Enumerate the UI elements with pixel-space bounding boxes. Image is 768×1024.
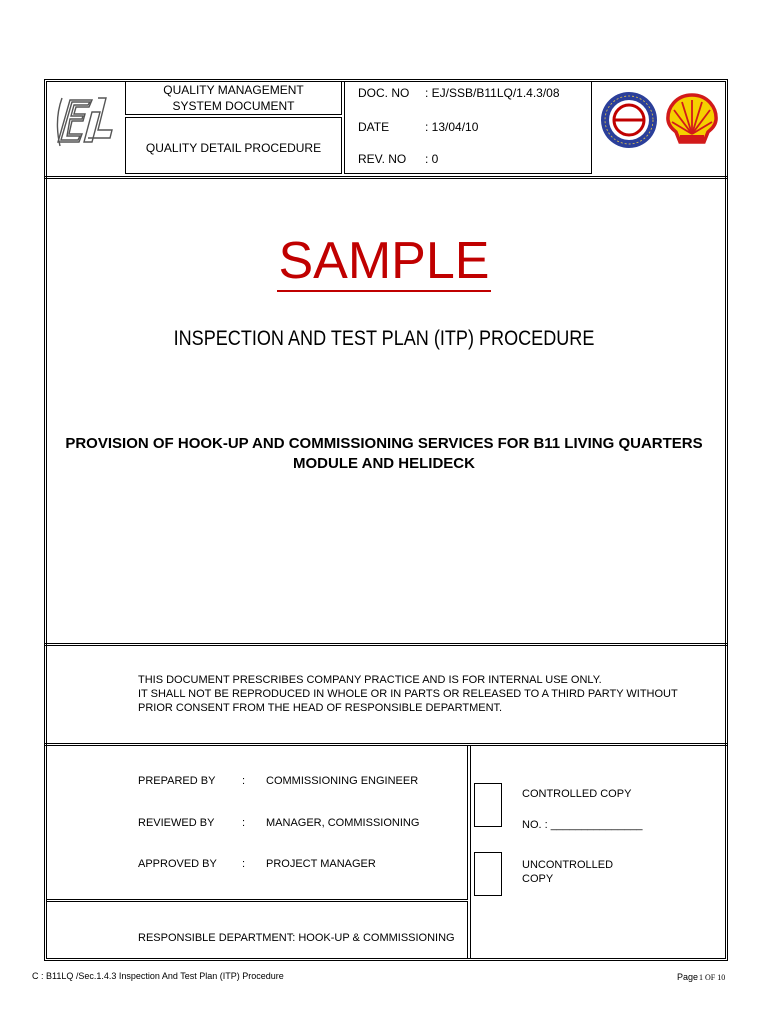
responsible-cell — [46, 901, 468, 959]
footer-doc-ref: C : B11LQ /Sec.1.4.3 Inspection And Test Plan (ITP) Procedure — [32, 971, 284, 981]
prepared-by-value: COMMISSIONING ENGINEER — [266, 775, 419, 787]
seal-logo-icon — [599, 90, 659, 150]
provision-title: PROVISION OF HOOK-UP AND COMMISSIONING SERVICES FOR B11 LIVING QUARTERS MODULE AND HELIDECK — [65, 435, 703, 472]
title-divider — [44, 643, 728, 646]
uncontrolled-copy-label1: UNCONTROLLED — [522, 859, 614, 871]
qms-title-line1: QUALITY MANAGEMENT — [163, 83, 304, 97]
rev-no-value: : 0 — [425, 152, 439, 166]
qms-title-line2: SYSTEM DOCUMENT — [172, 99, 295, 113]
uncontrolled-copy-checkbox[interactable] — [474, 852, 502, 896]
qdp-title: QUALITY DETAIL PROCEDURE — [145, 141, 322, 155]
copy-number-field: NO. : _______________ — [522, 819, 643, 831]
footer-page-label: Page — [677, 972, 699, 982]
reviewed-by-colon: : — [242, 817, 246, 829]
company-logo-icon — [52, 92, 118, 152]
prepared-by-label: PREPARED BY — [138, 775, 216, 787]
notice-line3: PRIOR CONSENT FROM THE HEAD OF RESPONSIBLE DEPARTMENT. — [138, 702, 503, 714]
prepared-by-colon: : — [242, 775, 246, 787]
responsible-department: RESPONSIBLE DEPARTMENT: HOOK-UP & COMMISSIONING — [138, 932, 455, 944]
date-label: DATE — [358, 120, 390, 134]
approved-by-value: PROJECT MANAGER — [266, 858, 376, 870]
notice-line2: IT SHALL NOT BE REPRODUCED IN WHOLE OR IN PARTS OR RELEASED TO A THIRD PARTY WITHOUT — [138, 688, 678, 700]
footer-page-number: 1 OF 10 — [699, 973, 726, 982]
uncontrolled-copy-label2: COPY — [522, 873, 554, 885]
copy-cell — [470, 745, 726, 959]
shell-logo-icon — [664, 92, 720, 146]
rev-no-label: REV. NO — [358, 152, 407, 166]
reviewed-by-label: REVIEWED BY — [138, 817, 215, 829]
notice-line1: THIS DOCUMENT PRESCRIBES COMPANY PRACTICE AND IS FOR INTERNAL USE ONLY. — [138, 674, 602, 686]
approved-by-colon: : — [242, 858, 246, 870]
sample-watermark-title — [0, 232, 768, 292]
doc-no-label: DOC. NO — [358, 86, 410, 100]
itp-title: INSPECTION AND TEST PLAN (ITP) PROCEDURE — [173, 327, 595, 350]
doc-no-value: : EJ/SSB/B11LQ/1.4.3/08 — [425, 86, 560, 100]
controlled-copy-checkbox[interactable] — [474, 783, 502, 827]
reviewed-by-value: MANAGER, COMMISSIONING — [266, 817, 420, 829]
approved-by-label: APPROVED BY — [138, 858, 217, 870]
date-value: : 13/04/10 — [425, 120, 479, 134]
header-divider — [44, 176, 728, 179]
controlled-copy-label: CONTROLLED COPY — [522, 788, 632, 800]
sample-text: SAMPLE — [278, 232, 490, 290]
